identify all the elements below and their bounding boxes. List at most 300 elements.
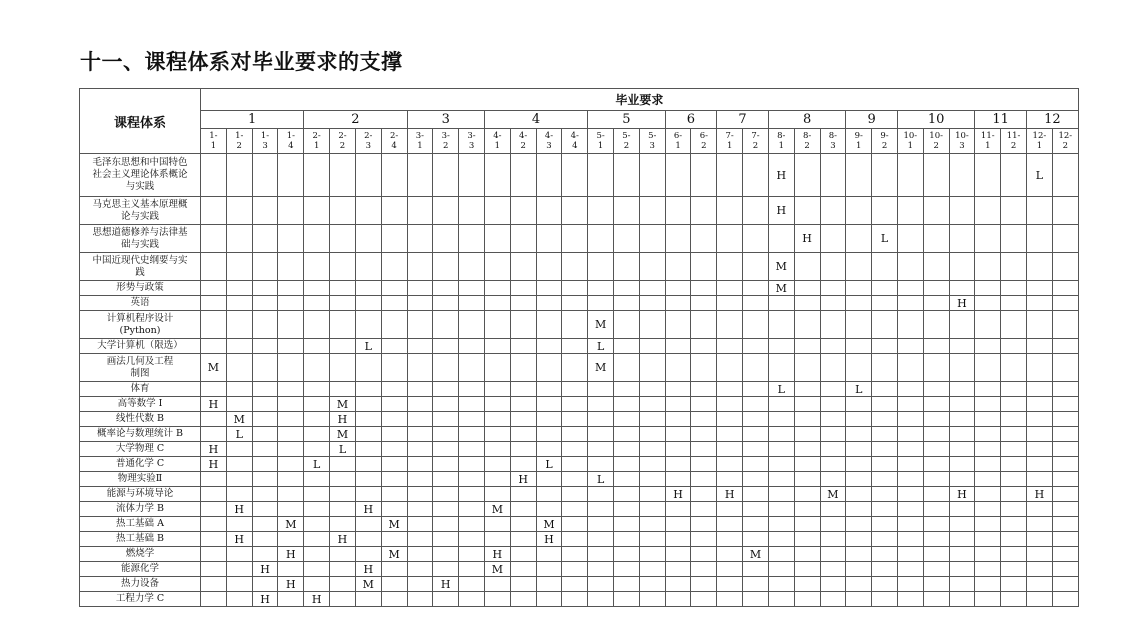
support-level-cell	[794, 296, 820, 311]
support-level-cell	[381, 562, 407, 577]
course-name	[80, 339, 201, 354]
support-level-cell	[975, 427, 1001, 442]
support-level-cell	[226, 197, 252, 225]
support-level-cell	[536, 472, 562, 487]
support-level-cell	[1027, 562, 1053, 577]
sub-requirement-header	[614, 129, 640, 154]
support-level-cell	[768, 487, 794, 502]
support-level-cell: M	[484, 562, 510, 577]
support-level-cell	[1001, 197, 1027, 225]
support-level-cell	[304, 532, 330, 547]
support-level-cell: H	[278, 577, 304, 592]
support-level-cell	[665, 502, 691, 517]
support-level-cell	[794, 412, 820, 427]
course-name	[80, 225, 201, 253]
support-level-cell	[588, 457, 614, 472]
support-level-cell	[407, 562, 433, 577]
support-level-cell	[665, 562, 691, 577]
support-level-cell	[304, 562, 330, 577]
support-level-cell	[252, 502, 278, 517]
support-level-cell: L	[355, 339, 381, 354]
course-name-line: 体育	[130, 383, 150, 394]
support-level-cell	[252, 253, 278, 281]
support-level-cell	[717, 296, 743, 311]
support-level-cell	[768, 517, 794, 532]
support-level-cell	[794, 457, 820, 472]
support-level-cell	[226, 592, 252, 607]
support-level-cell	[794, 547, 820, 562]
course-name	[80, 154, 201, 197]
support-level-cell	[1052, 354, 1078, 382]
support-level-cell	[407, 339, 433, 354]
course-name-line: (Python)	[119, 324, 161, 336]
support-level-cell	[1052, 427, 1078, 442]
support-level-cell	[484, 154, 510, 197]
support-level-cell	[562, 577, 588, 592]
support-level-cell	[665, 577, 691, 592]
support-level-cell	[665, 311, 691, 339]
sub-requirement-header	[1027, 129, 1053, 154]
support-level-cell	[820, 532, 846, 547]
support-level-cell	[278, 154, 304, 197]
course-name	[80, 281, 201, 296]
support-level-cell: L	[1027, 154, 1053, 197]
support-level-cell	[923, 281, 949, 296]
support-level-cell	[691, 154, 717, 197]
support-level-cell	[820, 354, 846, 382]
support-level-cell	[691, 547, 717, 562]
support-level-cell	[639, 487, 665, 502]
support-level-cell	[665, 382, 691, 397]
support-level-cell	[949, 472, 975, 487]
course-name-line: 中国近现代史纲要与实	[92, 254, 188, 266]
support-level-cell	[562, 296, 588, 311]
support-level-cell	[407, 427, 433, 442]
support-level-cell	[665, 532, 691, 547]
support-level-cell	[872, 253, 898, 281]
support-level-cell	[1027, 382, 1053, 397]
support-level-cell	[639, 281, 665, 296]
support-level-cell	[665, 154, 691, 197]
support-level-cell	[768, 562, 794, 577]
support-level-cell	[872, 311, 898, 339]
support-level-cell	[743, 339, 769, 354]
support-level-cell	[872, 487, 898, 502]
support-level-cell	[252, 154, 278, 197]
support-level-cell	[614, 412, 640, 427]
support-level-cell	[381, 382, 407, 397]
support-level-cell	[768, 547, 794, 562]
sub-requirement-label-part: 1	[417, 141, 423, 151]
support-level-cell	[252, 281, 278, 296]
support-level-cell	[459, 197, 485, 225]
support-level-cell	[407, 487, 433, 502]
sub-requirement-header	[923, 129, 949, 154]
support-level-cell	[639, 472, 665, 487]
support-level-cell	[743, 472, 769, 487]
support-level-cell	[975, 532, 1001, 547]
support-level-cell	[1052, 397, 1078, 412]
support-level-cell	[949, 427, 975, 442]
support-level-cell	[459, 382, 485, 397]
support-level-cell	[975, 517, 1001, 532]
support-level-cell	[768, 472, 794, 487]
course-name-line: 毛泽东思想和中国特色	[92, 157, 188, 168]
course-name-line: 能源化学	[120, 563, 159, 574]
support-level-cell	[459, 354, 485, 382]
support-level-cell	[536, 487, 562, 502]
sub-requirement-label-part: 5-	[622, 131, 631, 141]
support-level-cell	[510, 154, 536, 197]
support-level-cell	[691, 339, 717, 354]
support-level-cell	[1052, 547, 1078, 562]
requirement-group-2: 2	[304, 111, 407, 129]
support-level-cell	[794, 281, 820, 296]
sub-requirement-label-part: 4	[391, 141, 397, 151]
support-level-cell	[252, 382, 278, 397]
support-level-cell	[923, 532, 949, 547]
sub-requirement-label-part: 3	[262, 141, 268, 151]
support-level-cell	[1052, 472, 1078, 487]
support-level-cell	[949, 517, 975, 532]
support-level-cell	[897, 517, 923, 532]
support-level-cell	[794, 154, 820, 197]
support-level-cell	[536, 562, 562, 577]
support-level-cell	[872, 502, 898, 517]
sub-requirement-header	[975, 129, 1001, 154]
support-level-cell	[588, 225, 614, 253]
support-level-cell	[717, 442, 743, 457]
support-level-cell	[433, 457, 459, 472]
support-level-cell	[743, 154, 769, 197]
sub-requirement-header	[1052, 129, 1078, 154]
support-level-cell	[226, 296, 252, 311]
course-name-line: 社会主义理论体系概论	[92, 169, 188, 180]
support-level-cell: M	[820, 487, 846, 502]
support-level-cell	[433, 502, 459, 517]
support-level-cell	[459, 562, 485, 577]
support-level-cell	[1027, 502, 1053, 517]
support-level-cell	[201, 487, 227, 502]
support-level-cell	[691, 397, 717, 412]
sub-requirement-header	[407, 129, 433, 154]
support-level-cell	[717, 472, 743, 487]
support-level-cell	[433, 154, 459, 197]
support-level-cell	[717, 154, 743, 197]
support-level-cell	[846, 296, 872, 311]
support-level-cell	[691, 382, 717, 397]
support-level-cell	[820, 197, 846, 225]
support-level-cell	[743, 197, 769, 225]
support-level-cell	[484, 311, 510, 339]
support-level-cell	[562, 311, 588, 339]
support-level-cell	[278, 487, 304, 502]
sub-requirement-label-part: 2	[443, 141, 449, 151]
support-level-cell	[304, 397, 330, 412]
support-level-cell	[536, 397, 562, 412]
support-level-cell	[226, 487, 252, 502]
course-name-line: 概率论与数理统计 B	[96, 428, 183, 439]
support-level-cell	[897, 339, 923, 354]
support-level-cell	[743, 354, 769, 382]
support-level-cell	[872, 457, 898, 472]
support-level-cell	[897, 154, 923, 197]
support-level-cell	[691, 487, 717, 502]
support-level-cell: H	[304, 592, 330, 607]
support-level-cell: H	[201, 442, 227, 457]
support-level-cell	[923, 253, 949, 281]
support-level-cell	[897, 253, 923, 281]
support-level-cell	[304, 487, 330, 502]
sub-requirement-label-part: 2	[1062, 141, 1068, 151]
support-level-cell	[201, 197, 227, 225]
support-level-cell	[252, 427, 278, 442]
support-level-cell	[872, 562, 898, 577]
support-level-cell	[536, 442, 562, 457]
sub-requirement-label-part: 8-	[828, 131, 838, 141]
support-level-cell	[665, 457, 691, 472]
support-level-cell	[923, 296, 949, 311]
support-level-cell: H	[330, 532, 356, 547]
support-level-cell	[975, 154, 1001, 197]
support-level-cell	[846, 502, 872, 517]
support-level-cell: L	[304, 457, 330, 472]
support-level-cell	[201, 592, 227, 607]
sub-requirement-label-part: 2	[520, 141, 526, 151]
support-level-cell	[459, 427, 485, 442]
support-level-cell	[330, 547, 356, 562]
course-row	[80, 427, 1079, 442]
support-level-cell	[639, 225, 665, 253]
support-level-cell	[433, 487, 459, 502]
support-level-cell	[639, 154, 665, 197]
support-level-cell	[665, 547, 691, 562]
course-name	[80, 592, 201, 607]
support-level-cell: H	[278, 547, 304, 562]
course-name-line: 能源与环境导论	[106, 488, 174, 499]
support-level-cell	[639, 354, 665, 382]
support-level-cell: H	[949, 296, 975, 311]
support-level-cell	[407, 532, 433, 547]
support-level-cell	[1027, 592, 1053, 607]
support-level-cell	[201, 502, 227, 517]
sub-requirement-label-part: 3	[365, 141, 371, 151]
support-level-cell	[459, 311, 485, 339]
support-level-cell	[872, 547, 898, 562]
support-level-cell	[1052, 197, 1078, 225]
course-row	[80, 339, 1079, 354]
course-name	[80, 253, 201, 281]
support-level-cell	[433, 296, 459, 311]
support-level-cell	[768, 427, 794, 442]
support-level-cell	[433, 472, 459, 487]
sub-requirement-label-part: 2	[804, 141, 810, 151]
course-row	[80, 577, 1079, 592]
support-level-cell	[743, 225, 769, 253]
support-level-cell	[1001, 397, 1027, 412]
support-level-cell	[794, 197, 820, 225]
support-level-cell	[484, 253, 510, 281]
sub-requirement-label-part: 2-	[338, 131, 347, 141]
support-level-cell	[536, 577, 562, 592]
course-name	[80, 197, 201, 225]
support-level-cell	[304, 442, 330, 457]
support-level-cell	[355, 311, 381, 339]
support-level-cell	[1001, 517, 1027, 532]
support-level-cell	[768, 592, 794, 607]
course-name	[80, 517, 201, 532]
support-level-cell	[949, 442, 975, 457]
support-level-cell	[923, 225, 949, 253]
support-level-cell	[484, 225, 510, 253]
support-level-cell	[639, 442, 665, 457]
support-level-cell	[949, 354, 975, 382]
support-level-cell	[820, 562, 846, 577]
sub-requirement-label-part: 10-	[929, 131, 943, 141]
support-level-cell	[691, 457, 717, 472]
support-level-cell	[510, 562, 536, 577]
support-level-cell	[536, 412, 562, 427]
support-level-cell	[743, 577, 769, 592]
support-level-cell	[381, 412, 407, 427]
support-level-cell	[691, 577, 717, 592]
support-level-cell: L	[768, 382, 794, 397]
sub-requirement-label-part: 1-	[235, 131, 244, 141]
support-level-cell	[330, 296, 356, 311]
sub-requirement-label-part: 12-	[1058, 131, 1073, 141]
support-level-cell	[252, 354, 278, 382]
support-level-cell	[1052, 577, 1078, 592]
support-level-cell	[252, 311, 278, 339]
sub-requirement-label-part: 5-	[648, 131, 657, 141]
support-level-cell	[536, 225, 562, 253]
support-level-cell	[820, 442, 846, 457]
support-level-cell	[510, 253, 536, 281]
support-level-cell	[743, 502, 769, 517]
support-level-cell	[536, 427, 562, 442]
support-level-cell	[897, 397, 923, 412]
sub-requirement-label-part: 2	[236, 141, 242, 151]
support-level-cell	[743, 296, 769, 311]
support-level-cell	[252, 296, 278, 311]
support-level-cell	[820, 281, 846, 296]
support-level-cell	[846, 442, 872, 457]
support-level-cell	[562, 442, 588, 457]
support-level-cell	[330, 197, 356, 225]
support-level-cell	[510, 517, 536, 532]
support-level-cell	[768, 442, 794, 457]
support-level-cell	[639, 197, 665, 225]
support-level-cell	[1027, 311, 1053, 339]
support-level-cell	[330, 382, 356, 397]
support-level-cell	[407, 281, 433, 296]
support-level-cell	[691, 354, 717, 382]
support-level-cell	[949, 577, 975, 592]
support-level-cell	[536, 296, 562, 311]
support-level-cell	[330, 225, 356, 253]
support-level-cell	[510, 412, 536, 427]
support-level-cell	[562, 517, 588, 532]
support-level-cell	[459, 532, 485, 547]
support-level-cell	[768, 225, 794, 253]
support-level-cell	[794, 397, 820, 412]
support-level-cell: M	[330, 397, 356, 412]
support-level-cell	[330, 253, 356, 281]
support-level-cell	[665, 412, 691, 427]
support-level-cell	[614, 354, 640, 382]
support-level-cell	[562, 197, 588, 225]
support-level-cell	[897, 412, 923, 427]
support-level-cell	[304, 281, 330, 296]
sub-requirement-label-part: 2	[752, 141, 759, 151]
support-level-cell	[381, 592, 407, 607]
sub-requirement-label-part: 1	[1036, 141, 1043, 151]
support-level-cell	[536, 592, 562, 607]
support-level-cell: M	[536, 517, 562, 532]
support-level-cell	[743, 487, 769, 502]
support-level-cell: H	[201, 457, 227, 472]
support-level-cell	[1052, 517, 1078, 532]
support-level-cell	[252, 517, 278, 532]
sub-requirement-header	[330, 129, 356, 154]
sub-requirement-label-part: 2	[881, 141, 888, 151]
support-level-cell	[226, 253, 252, 281]
support-level-cell	[614, 253, 640, 281]
support-level-cell	[949, 154, 975, 197]
support-level-cell: H	[510, 472, 536, 487]
course-row	[80, 197, 1079, 225]
support-level-cell	[433, 442, 459, 457]
support-level-cell	[846, 562, 872, 577]
course-name-line: 热力设备	[120, 578, 159, 589]
course-row	[80, 225, 1079, 253]
support-level-cell	[717, 502, 743, 517]
support-level-cell: H	[484, 547, 510, 562]
support-level-cell	[407, 472, 433, 487]
support-level-cell	[923, 592, 949, 607]
course-name	[80, 502, 201, 517]
support-level-cell	[975, 296, 1001, 311]
support-level-cell	[562, 547, 588, 562]
support-level-cell: H	[717, 487, 743, 502]
support-level-cell	[330, 457, 356, 472]
support-level-cell	[691, 311, 717, 339]
support-level-cell	[717, 281, 743, 296]
support-level-cell	[1027, 354, 1053, 382]
support-level-cell	[794, 532, 820, 547]
support-level-cell	[768, 311, 794, 339]
support-level-cell	[510, 502, 536, 517]
support-level-cell	[459, 397, 485, 412]
support-level-cell	[201, 427, 227, 442]
support-level-cell	[252, 547, 278, 562]
course-name-line: 大学物理 C	[115, 443, 165, 454]
support-level-cell	[381, 577, 407, 592]
support-level-cell	[639, 547, 665, 562]
support-level-cell	[588, 281, 614, 296]
support-level-cell	[536, 253, 562, 281]
support-level-cell	[949, 281, 975, 296]
course-row	[80, 412, 1079, 427]
support-level-cell	[614, 562, 640, 577]
support-level-cell	[201, 154, 227, 197]
support-level-cell	[768, 354, 794, 382]
support-level-cell	[252, 412, 278, 427]
course-name	[80, 427, 201, 442]
support-level-cell: H	[949, 487, 975, 502]
course-name-line: 物理实验Ⅱ	[117, 473, 163, 484]
support-level-cell	[768, 296, 794, 311]
